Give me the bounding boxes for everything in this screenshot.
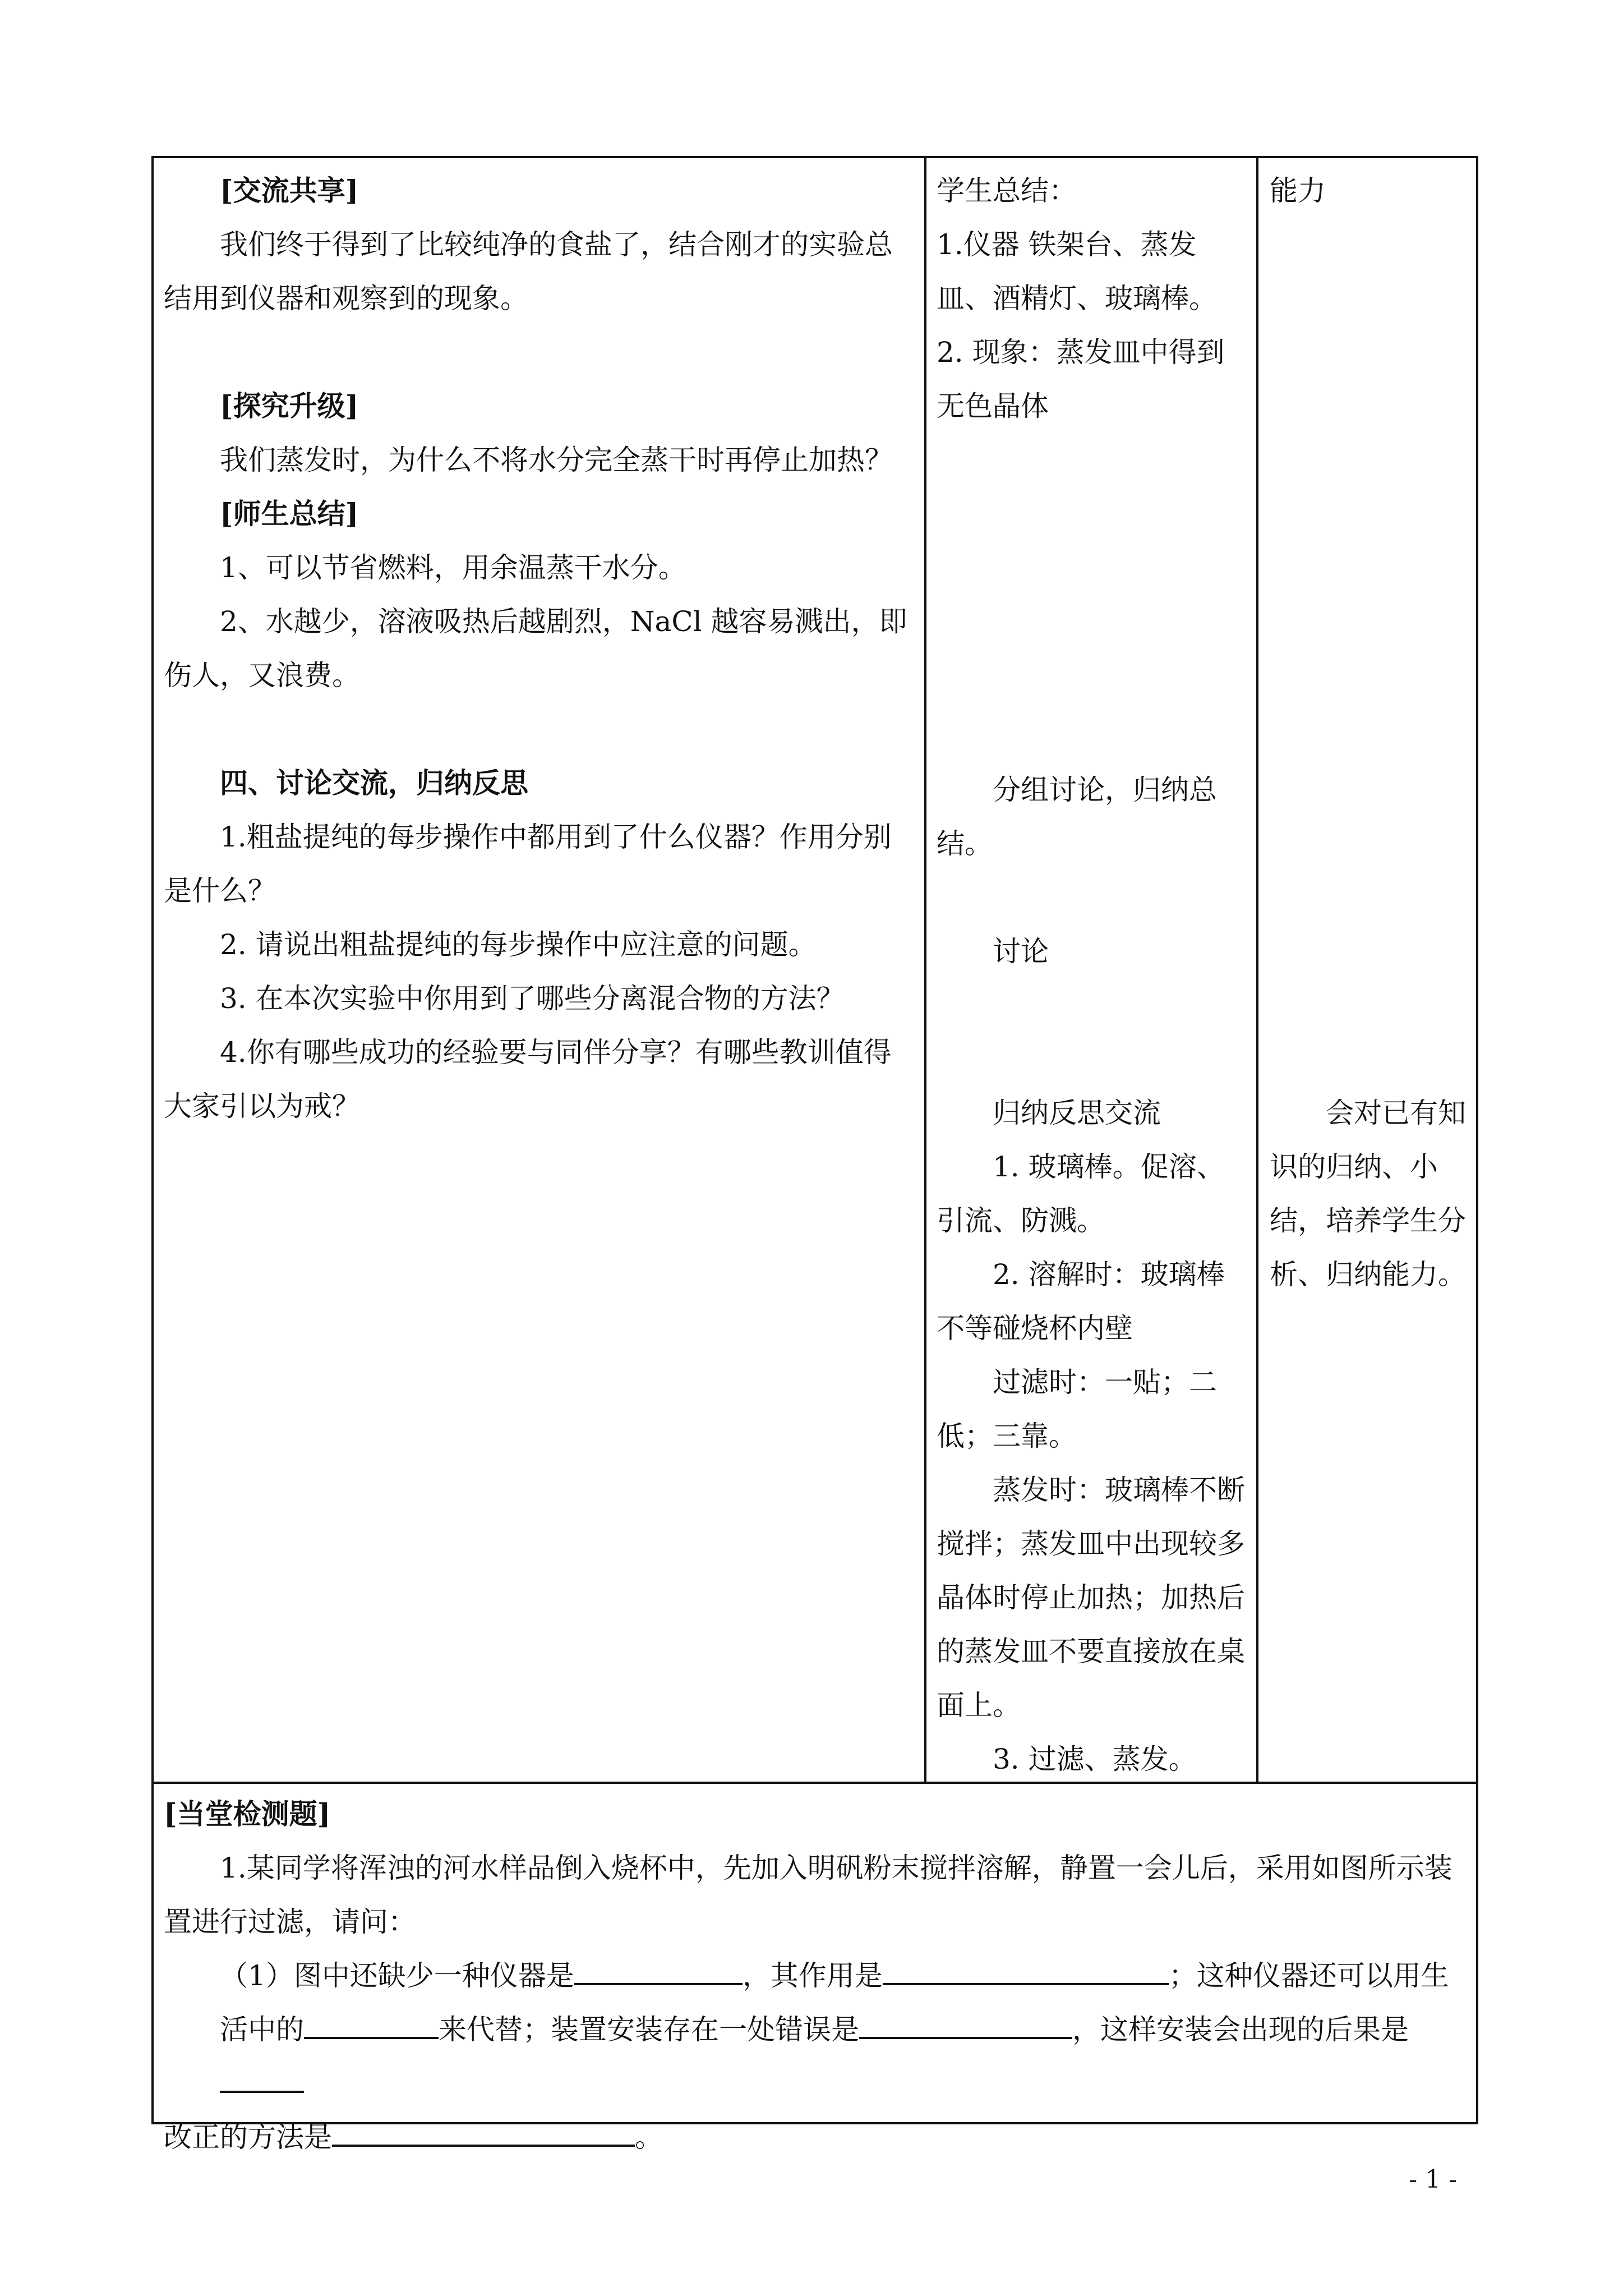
page-number: - 1 - — [1409, 2165, 1457, 2194]
middle-column — [937, 164, 1251, 433]
teaching-goal: 会对已有知识的归纳、小结，培养学生分析、归纳能力。 — [1270, 1097, 1466, 1291]
col-divider-1 — [924, 158, 926, 1782]
answer-blank-fix[interactable] — [332, 2114, 635, 2147]
question-3: 3. 在本次实验中你用到了哪些分离混合物的方法？ — [220, 982, 845, 1015]
test-question-1-part-1-cont — [164, 2110, 1470, 2164]
section-explore-title: [探究升级] — [220, 389, 359, 422]
answer-5: 3. 过滤、蒸发。 — [993, 1743, 1197, 1775]
summary-item-2: 2、水越少，溶液吸热后越剧烈，NaCl 越容易溅出，即伤人，又浪费。 — [164, 605, 907, 692]
answer-3: 过滤时：一贴；二低；三靠。 — [937, 1366, 1217, 1452]
answer-2: 2. 溶解时：玻璃棒不等碰烧杯内壁 — [937, 1258, 1225, 1345]
question-1: 1.粗盐提纯的每步操作中都用到了什么仪器？作用分别是什么？ — [164, 821, 892, 907]
part1-end: 。 — [635, 2121, 663, 2154]
part1-f: 改正的方法是 — [164, 2121, 332, 2154]
student-summary: 学生总结： — [937, 174, 1077, 207]
group-discuss: 分组讨论，归纳总结。 — [937, 774, 1217, 860]
middle-column-lower — [937, 763, 1251, 1786]
right-column-lower — [1270, 1086, 1469, 1301]
answer-blank-consequence[interactable] — [220, 2060, 304, 2093]
col-divider-2 — [1256, 158, 1258, 1782]
part1-d: 来代替；装置安装存在一处错误是 — [439, 2013, 859, 2046]
part1-b: ，其作用是 — [742, 1959, 883, 1992]
lesson-table — [151, 156, 1478, 2154]
section-four-title: 四、讨论交流，归纳反思 — [220, 766, 528, 799]
phenomenon: 2. 现象：蒸发皿中得到无色晶体 — [937, 336, 1225, 422]
section-share-text: 我们终于得到了比较纯净的食盐了，结合刚才的实验总结用到仪器和观察到的现象。 — [164, 228, 893, 315]
test-section — [164, 1787, 1470, 2164]
answer-4: 蒸发时：玻璃棒不断搅拌；蒸发皿中出现较多晶体时停止加热；加热后的蒸发皿不要直接放在桌面上。 — [937, 1474, 1245, 1722]
instrument-list: 1.仪器 铁架台、蒸发皿、酒精灯、玻璃棒。 — [937, 228, 1217, 315]
summary-item-1: 1、可以节省燃料，用余温蒸干水分。 — [220, 551, 686, 584]
test-question-1-part-1 — [164, 1949, 1470, 2110]
part1-a: （1）图中还缺少一种仪器是 — [220, 1959, 574, 1992]
test-title: [当堂检测题] — [164, 1797, 331, 1830]
discuss: 讨论 — [993, 935, 1049, 968]
test-question-1: 1.某同学将浑浊的河水样品倒入烧杯中，先加入明矾粉末搅拌溶解，静置一会儿后，采用如图所示装置进行过滤，请问： — [164, 1852, 1453, 1938]
answer-blank-instrument[interactable] — [574, 1953, 743, 1985]
question-4: 4.你有哪些成功的经验要与同伴分享？有哪些教训值得大家引以为戒？ — [164, 1036, 892, 1122]
answer-blank-substitute[interactable] — [304, 2007, 439, 2039]
answer-blank-error[interactable] — [859, 2007, 1072, 2039]
part1-e: ，这样安装会出现的后果是 — [1072, 2013, 1409, 2046]
answer-blank-function[interactable] — [883, 1953, 1169, 1985]
reflect: 归纳反思交流 — [993, 1097, 1161, 1129]
left-column — [164, 164, 910, 1133]
answer-1: 1. 玻璃棒。促溶、引流、防溅。 — [937, 1151, 1225, 1237]
section-share-title: [交流共享] — [220, 174, 359, 207]
row-divider — [154, 1782, 1476, 1784]
part1-c: ；这种仪器还可以用生活中的 — [220, 1959, 1449, 2046]
section-explore-text: 我们蒸发时，为什么不将水分完全蒸干时再停止加热？ — [220, 444, 893, 476]
question-2: 2. 请说出粗盐提纯的每步操作中应注意的问题。 — [220, 928, 817, 961]
ability: 能力 — [1270, 174, 1326, 207]
right-column — [1270, 164, 1469, 218]
section-summary-title: [师生总结] — [220, 497, 359, 530]
